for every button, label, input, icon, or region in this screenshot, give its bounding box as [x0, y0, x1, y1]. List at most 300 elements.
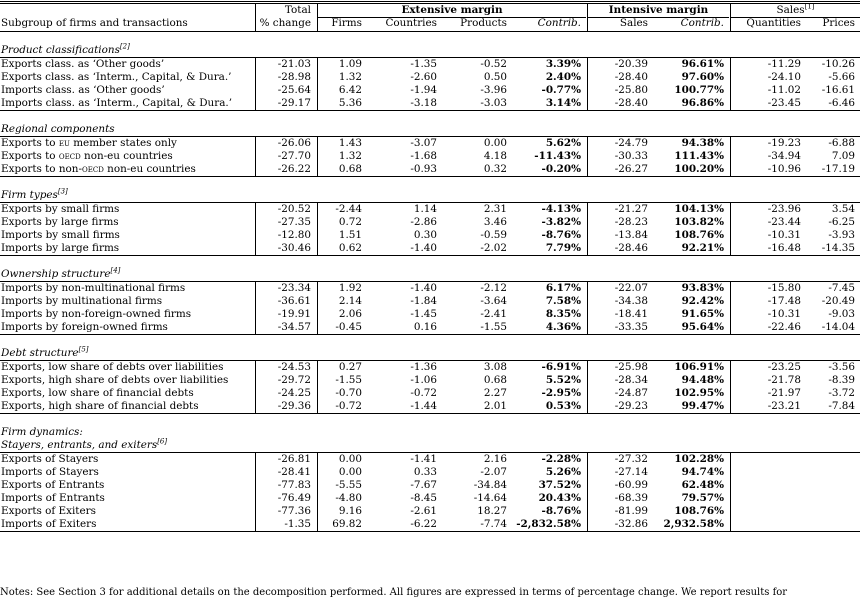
cell-products: 2.01: [483, 400, 507, 412]
cell-quantities: -23.25: [767, 361, 801, 373]
cell-contrib-int: 62.48%: [681, 479, 724, 491]
header-row-2: [0, 17, 860, 30]
cell-contrib-int: 111.43%: [674, 150, 724, 162]
cell-quantities: -19.23: [767, 137, 801, 149]
cell-firms: 0.62: [338, 242, 362, 254]
cell-products: 4.18: [483, 150, 507, 162]
countries-header: Countries: [385, 17, 437, 29]
cell-countries: -1.84: [410, 295, 437, 307]
cell-prices: -10.26: [821, 58, 855, 70]
cell-countries: -1.41: [410, 453, 437, 465]
cell-products: -2.12: [480, 282, 507, 294]
table-row: [0, 150, 860, 163]
cell-quantities: -23.21: [767, 400, 801, 412]
section-title-2: [0, 439, 860, 452]
table-top-rule: [0, 1, 860, 2]
cell-sales: -27.32: [614, 453, 648, 465]
cell-countries: -1.44: [410, 400, 437, 412]
cell-countries: -1.06: [410, 374, 437, 386]
column-separator: [730, 136, 731, 176]
column-separator: [587, 4, 588, 31]
header-row-1: [0, 4, 860, 17]
cell-countries: -1.40: [410, 242, 437, 254]
cell-sales: -30.33: [614, 150, 648, 162]
cell-total: -34.57: [277, 321, 311, 333]
cell-firms: 1.43: [338, 137, 362, 149]
cell-total: -19.91: [277, 308, 311, 320]
column-separator: [730, 452, 731, 531]
cell-quantities: -11.02: [767, 84, 801, 96]
section-title-text: Regional components: [1, 123, 115, 135]
cell-countries: -1.36: [410, 361, 437, 373]
column-separator: [317, 136, 318, 176]
row-label: Imports of Entrants: [1, 492, 105, 504]
row-label: Exports by small firms: [1, 203, 120, 215]
cell-quantities: -10.31: [767, 308, 801, 320]
cell-contrib-int: 104.13%: [674, 203, 724, 215]
table-row: [0, 308, 860, 321]
row-label-part: member states only: [69, 137, 177, 149]
cell-sales: -27.14: [614, 466, 648, 478]
table-row: [0, 466, 860, 479]
cell-countries: -8.45: [410, 492, 437, 504]
column-separator: [587, 136, 588, 176]
row-label: Imports class. as ‘Interm., Capital, & Dura.’: [1, 97, 232, 109]
cell-total: -77.36: [277, 505, 311, 517]
cell-firms: 1.51: [338, 229, 362, 241]
cell-contrib-int: 91.65%: [681, 308, 724, 320]
cell-contrib-ext: 20.43%: [538, 492, 581, 504]
column-separator: [730, 202, 731, 255]
cell-countries: 0.16: [413, 321, 437, 333]
row-label: [1, 137, 177, 150]
cell-sales: -81.99: [614, 505, 648, 517]
column-separator: [255, 136, 256, 176]
cell-firms: 0.27: [338, 361, 362, 373]
table-row: [0, 97, 860, 110]
cell-contrib-int: 96.86%: [681, 97, 724, 109]
cell-firms: 2.14: [338, 295, 362, 307]
row-label: Exports, low share of debts over liabilities: [1, 361, 224, 373]
cell-prices: 3.54: [831, 203, 855, 215]
column-separator: [255, 202, 256, 255]
row-label: Exports class. as ‘Interm., Capital, & Dura.’: [1, 71, 232, 83]
cell-quantities: -17.48: [767, 295, 801, 307]
row-label: Exports of Entrants: [1, 479, 105, 491]
table-row: [0, 321, 860, 334]
column-separator: [587, 281, 588, 334]
cell-contrib-ext: -8.76%: [541, 505, 581, 517]
cell-countries: 0.30: [413, 229, 437, 241]
row-label: Exports of Exiters: [1, 505, 96, 517]
section-bottom-rule: [0, 413, 860, 414]
section-footnote-ref: [3]: [57, 187, 68, 196]
cell-products: -2.02: [480, 242, 507, 254]
column-separator: [255, 452, 256, 531]
cell-sales: -28.46: [614, 242, 648, 254]
cell-contrib-ext: -3.82%: [541, 216, 581, 228]
cell-contrib-ext: 3.39%: [545, 58, 581, 70]
cell-firms: -0.72: [335, 400, 362, 412]
cell-products: -34.84: [473, 479, 507, 491]
row-label-part: Exports to: [1, 150, 59, 162]
cell-countries: -1.35: [410, 58, 437, 70]
cell-contrib-ext: 8.35%: [545, 308, 581, 320]
cell-contrib-ext: 7.79%: [545, 242, 581, 254]
cell-quantities: -23.44: [767, 216, 801, 228]
cell-total: -23.34: [277, 282, 311, 294]
contrib-int-header: Contrib.: [680, 17, 724, 29]
cell-products: -1.55: [480, 321, 507, 333]
cell-sales: -26.27: [614, 163, 648, 175]
cell-contrib-ext: -2,832.58%: [516, 518, 581, 530]
cell-products: -14.64: [473, 492, 507, 504]
cell-firms: -2.44: [335, 203, 362, 215]
cell-sales: -18.41: [614, 308, 648, 320]
cell-contrib-ext: 4.36%: [545, 321, 581, 333]
cell-firms: -5.55: [335, 479, 362, 491]
cell-total: -29.36: [277, 400, 311, 412]
cell-products: -0.59: [480, 229, 507, 241]
cell-prices: -17.19: [821, 163, 855, 175]
cell-products: -7.74: [480, 518, 507, 530]
row-label: Imports by foreign-owned firms: [1, 321, 168, 333]
cell-total: -24.53: [277, 361, 311, 373]
cell-contrib-ext: -2.95%: [541, 387, 581, 399]
cell-sales: -29.23: [614, 400, 648, 412]
column-separator: [317, 57, 318, 110]
column-separator: [587, 452, 588, 531]
cell-countries: -2.61: [410, 505, 437, 517]
table-row: [0, 400, 860, 413]
cell-prices: -6.25: [828, 216, 855, 228]
section-title: [0, 189, 860, 202]
cell-sales: -68.39: [614, 492, 648, 504]
cell-contrib-int: 96.61%: [681, 58, 724, 70]
cell-total: -26.81: [277, 453, 311, 465]
cell-prices: 7.09: [831, 150, 855, 162]
cell-products: 3.46: [483, 216, 507, 228]
table-row: [0, 492, 860, 505]
cell-countries: -0.72: [410, 387, 437, 399]
section-title-text: Firm dynamics:: [1, 426, 83, 438]
cell-countries: -7.67: [410, 479, 437, 491]
cell-prices: -6.46: [828, 97, 855, 109]
cell-sales: -20.39: [614, 58, 648, 70]
cell-sales: -28.34: [614, 374, 648, 386]
cell-quantities: -23.45: [767, 97, 801, 109]
cell-quantities: -34.94: [767, 150, 801, 162]
cell-contrib-ext: 3.14%: [545, 97, 581, 109]
table-row: [0, 505, 860, 518]
cell-sales: -28.40: [614, 97, 648, 109]
row-label: Imports by small firms: [1, 229, 120, 241]
total-header: Total: [284, 4, 311, 16]
cell-prices: -8.39: [828, 374, 855, 386]
table-row: [0, 518, 860, 531]
row-label: Imports by large firms: [1, 242, 120, 254]
cell-sales: -33.35: [614, 321, 648, 333]
column-separator: [317, 4, 318, 31]
cell-firms: 1.92: [338, 282, 362, 294]
cell-contrib-int: 93.83%: [681, 282, 724, 294]
section-title-text: Ownership structure[4]: [1, 266, 121, 280]
cell-sales: -22.07: [614, 282, 648, 294]
cell-contrib-int: 108.76%: [674, 229, 724, 241]
cell-sales: -13.84: [614, 229, 648, 241]
cell-products: 3.08: [483, 361, 507, 373]
table-row: [0, 163, 860, 176]
cell-total: -27.70: [277, 150, 311, 162]
cell-countries: -2.86: [410, 216, 437, 228]
prices-header: Prices: [822, 17, 855, 29]
table-row: [0, 479, 860, 492]
table-row: [0, 58, 860, 71]
row-label: Exports, low share of financial debts: [1, 387, 194, 399]
cell-sales: -28.23: [614, 216, 648, 228]
cell-quantities: -16.48: [767, 242, 801, 254]
cell-prices: -16.61: [821, 84, 855, 96]
row-label: Imports of Exiters: [1, 518, 97, 530]
table-row: [0, 282, 860, 295]
sales-header: [731, 4, 860, 17]
section-title: [0, 347, 860, 360]
cell-total: -26.22: [277, 163, 311, 175]
table-row: [0, 295, 860, 308]
firms-header: Firms: [331, 17, 362, 29]
cell-contrib-ext: 6.17%: [545, 282, 581, 294]
column-separator: [730, 57, 731, 110]
cell-contrib-int: 97.60%: [681, 71, 724, 83]
cell-prices: -3.93: [828, 229, 855, 241]
cell-contrib-ext: 0.53%: [545, 400, 581, 412]
row-label: Exports by large firms: [1, 216, 119, 228]
section-footnote-ref: [5]: [78, 345, 89, 354]
cell-firms: 0.00: [338, 466, 362, 478]
column-separator: [317, 202, 318, 255]
cell-total: -76.49: [277, 492, 311, 504]
cell-quantities: -10.31: [767, 229, 801, 241]
cell-prices: -3.72: [828, 387, 855, 399]
table-row: [0, 71, 860, 84]
section-title-text: Firm types[3]: [1, 187, 68, 201]
cell-firms: -4.80: [335, 492, 362, 504]
cell-products: 2.27: [483, 387, 507, 399]
cell-firms: 0.72: [338, 216, 362, 228]
cell-quantities: -22.46: [767, 321, 801, 333]
table-row: [0, 453, 860, 466]
cell-firms: 2.06: [338, 308, 362, 320]
table-notes: Notes: See Section 3 for additional details on the decomposition performed. All figures are expressed in terms of percentage change. We report results for: [0, 587, 788, 598]
row-label: Exports, high share of financial debts: [1, 400, 199, 412]
cell-contrib-int: 2,932.58%: [663, 518, 724, 530]
cell-products: 0.50: [483, 71, 507, 83]
cell-contrib-int: 92.21%: [681, 242, 724, 254]
cell-sales: -24.79: [614, 137, 648, 149]
section-title-text: Product classifications[2]: [1, 42, 130, 56]
cell-total: -29.17: [277, 97, 311, 109]
section-bottom-rule: [0, 255, 860, 256]
cell-contrib-int: 94.38%: [681, 137, 724, 149]
row-label: [1, 150, 173, 163]
cell-total: -21.03: [277, 58, 311, 70]
section-title-text: Debt structure[5]: [1, 345, 89, 359]
column-separator: [730, 360, 731, 413]
cell-quantities: -10.96: [767, 163, 801, 175]
column-separator: [730, 281, 731, 334]
row-label: [1, 163, 196, 176]
cell-contrib-int: 106.91%: [674, 361, 724, 373]
cell-contrib-ext: 37.52%: [538, 479, 581, 491]
row-label: Imports by multinational firms: [1, 295, 163, 307]
column-separator: [587, 202, 588, 255]
cell-prices: -3.56: [828, 361, 855, 373]
cell-total: -28.41: [277, 466, 311, 478]
section-bottom-rule: [0, 334, 860, 335]
cell-quantities: -23.96: [767, 203, 801, 215]
column-separator: [255, 4, 256, 31]
cell-firms: 9.16: [338, 505, 362, 517]
cell-firms: 69.82: [332, 518, 362, 530]
cell-firms: 1.32: [338, 71, 362, 83]
cell-countries: -6.22: [410, 518, 437, 530]
cell-products: -3.96: [480, 84, 507, 96]
section-bottom-rule: [0, 110, 860, 111]
cell-firms: 1.09: [338, 58, 362, 70]
cell-quantities: -24.10: [767, 71, 801, 83]
cell-countries: -1.68: [410, 150, 437, 162]
table-row: [0, 242, 860, 255]
row-label-part: oecd: [82, 163, 104, 175]
cell-contrib-int: 79.57%: [681, 492, 724, 504]
table-row: [0, 137, 860, 150]
cell-contrib-int: 103.82%: [674, 216, 724, 228]
cell-firms: -1.55: [335, 374, 362, 386]
cell-countries: -1.40: [410, 282, 437, 294]
cell-contrib-ext: -4.13%: [541, 203, 581, 215]
row-label: Imports of Stayers: [1, 466, 99, 478]
cell-total: -20.52: [277, 203, 311, 215]
cell-prices: -7.45: [828, 282, 855, 294]
column-separator: [255, 281, 256, 334]
row-label: Imports by non-foreign-owned firms: [1, 308, 192, 320]
cell-quantities: -11.29: [767, 58, 801, 70]
cell-contrib-int: 100.77%: [674, 84, 724, 96]
table-row: [0, 229, 860, 242]
section-footnote-ref: [4]: [110, 266, 121, 275]
table-row: [0, 84, 860, 97]
cell-countries: -3.07: [410, 137, 437, 149]
cell-countries: -0.93: [410, 163, 437, 175]
section-title: [0, 123, 860, 136]
cell-total: -24.25: [277, 387, 311, 399]
table-row: [0, 203, 860, 216]
cell-firms: 6.42: [338, 84, 362, 96]
cell-sales: -60.99: [614, 479, 648, 491]
cell-contrib-ext: -0.77%: [541, 84, 581, 96]
row-label-part: oecd: [58, 150, 81, 162]
cell-total: -77.83: [277, 479, 311, 491]
table-row: [0, 216, 860, 229]
cell-countries: -1.45: [410, 308, 437, 320]
cell-contrib-ext: 5.62%: [545, 137, 581, 149]
cell-contrib-ext: -2.28%: [541, 453, 581, 465]
column-separator: [587, 57, 588, 110]
cell-contrib-ext: -8.76%: [541, 229, 581, 241]
cell-firms: 0.00: [338, 453, 362, 465]
cell-total: -36.61: [277, 295, 311, 307]
cell-contrib-ext: -6.91%: [541, 361, 581, 373]
header-bottom-rule: [0, 31, 860, 32]
products-header: Products: [460, 17, 507, 29]
sales-footnote-ref: [1]: [804, 2, 815, 11]
cell-quantities: -21.78: [767, 374, 801, 386]
cell-firms: 1.32: [338, 150, 362, 162]
cell-contrib-int: 94.74%: [681, 466, 724, 478]
cell-firms: 5.36: [338, 97, 362, 109]
cell-countries: 1.14: [413, 203, 437, 215]
cell-products: 0.00: [483, 137, 507, 149]
row-label: Exports, high share of debts over liabilities: [1, 374, 229, 386]
cell-prices: -20.49: [821, 295, 855, 307]
cell-firms: 0.68: [338, 163, 362, 175]
cell-total: -28.98: [277, 71, 311, 83]
cell-products: -3.64: [480, 295, 507, 307]
column-separator: [317, 452, 318, 531]
table-row: [0, 374, 860, 387]
column-separator: [255, 57, 256, 110]
cell-products: 18.27: [477, 505, 507, 517]
cell-sales: -25.98: [614, 361, 648, 373]
intensive-margin-header: Intensive margin: [608, 4, 709, 16]
cell-countries: 0.33: [413, 466, 437, 478]
column-separator: [255, 360, 256, 413]
row-label: Imports class. as ‘Other goods’: [1, 84, 165, 96]
cell-sales: -34.38: [614, 295, 648, 307]
cell-total: -12.80: [277, 229, 311, 241]
cell-prices: -5.66: [828, 71, 855, 83]
cell-contrib-int: 92.42%: [681, 295, 724, 307]
cell-products: 2.31: [483, 203, 507, 215]
column-separator: [317, 281, 318, 334]
cell-total: -29.72: [277, 374, 311, 386]
section-bottom-rule: [0, 531, 860, 532]
cell-total: -26.06: [277, 137, 311, 149]
extensive-margin-header: Extensive margin: [401, 4, 503, 16]
cell-contrib-int: 100.20%: [674, 163, 724, 175]
cell-contrib-ext: 5.26%: [545, 466, 581, 478]
sales-int-header: Sales: [619, 17, 648, 29]
cell-firms: -0.45: [335, 321, 362, 333]
table-row: [0, 361, 860, 374]
subgroup-header: Subgroup of firms and transactions: [1, 17, 188, 29]
column-separator: [317, 360, 318, 413]
row-label-part: non-eu countries: [80, 150, 173, 162]
row-label: Exports of Stayers: [1, 453, 99, 465]
cell-products: 0.32: [483, 163, 507, 175]
cell-products: -3.03: [480, 97, 507, 109]
cell-products: -2.41: [480, 308, 507, 320]
cell-total: -27.35: [277, 216, 311, 228]
section-footnote-ref: [6]: [157, 437, 168, 446]
row-label-part: Exports to non-: [1, 163, 83, 175]
row-label: Imports by non-multinational firms: [1, 282, 186, 294]
contrib-ext-header: Contrib.: [537, 17, 581, 29]
cell-products: 0.68: [483, 374, 507, 386]
cell-sales: -24.87: [614, 387, 648, 399]
sales-header-text: Sales: [776, 4, 805, 16]
cell-total: -25.64: [277, 84, 311, 96]
